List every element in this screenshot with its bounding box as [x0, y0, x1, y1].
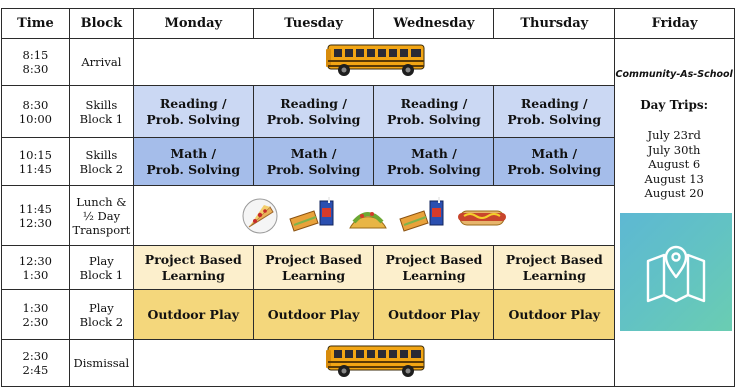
trip-date: July 30th: [647, 142, 701, 157]
header-thursday: Thursday: [494, 9, 615, 39]
trip-date: August 6: [648, 157, 701, 171]
sandwich-juice-icon: [398, 197, 448, 235]
time-end: 2:45: [22, 363, 49, 377]
time-start: 8:30: [22, 97, 49, 112]
time-start: 11:45: [18, 201, 53, 216]
trip-date: July 23rd: [647, 128, 701, 142]
time-end: 10:00: [18, 111, 53, 126]
arrival-cell: [133, 39, 614, 86]
block-label: Play: [88, 253, 114, 268]
pizza-slice-icon: [240, 197, 280, 235]
time-cell: [2, 39, 70, 86]
time-end: 11:45: [18, 161, 53, 176]
thursday-reading: Reading / Prob. Solving: [494, 86, 615, 138]
sandwich-juice-icon: [288, 197, 338, 235]
header-monday: Monday: [133, 9, 253, 39]
time-cell: [2, 290, 70, 340]
map-tile: [620, 213, 732, 331]
time-start: 12:30: [18, 253, 53, 268]
time-cell: [2, 86, 70, 138]
dismissal-cell: [133, 340, 614, 387]
header-block: Block: [69, 9, 133, 39]
friday-dates: [615, 128, 733, 201]
block-cell: [69, 138, 133, 186]
block-label: Skills: [85, 97, 118, 112]
block-label: Block 1: [79, 111, 124, 126]
block-label: Skills: [85, 147, 118, 162]
tuesday-reading: Reading / Prob. Solving: [253, 86, 374, 138]
map-pin-icon: [644, 239, 708, 305]
block-label: Transport: [72, 222, 131, 237]
block-label: Block 2: [79, 314, 124, 329]
thursday-outdoor: Outdoor Play: [494, 290, 615, 340]
time-end: 12:30: [18, 215, 53, 230]
block-cell: [69, 246, 133, 290]
tuesday-math: Math / Prob. Solving: [253, 138, 374, 186]
friday-subtitle: Day Trips:: [640, 98, 709, 112]
block-cell: [69, 290, 133, 340]
block-label: Block 2: [79, 161, 124, 176]
header-time: Time: [2, 9, 70, 39]
school-bus-icon: [322, 343, 426, 379]
time-start: 8:15: [22, 48, 49, 62]
time-start: 1:30: [22, 300, 49, 315]
thursday-project: Project Based Learning: [494, 246, 615, 290]
time-start: 2:30: [22, 349, 49, 363]
time-cell: [2, 138, 70, 186]
trip-date: August 13: [644, 171, 704, 186]
taco-icon: [346, 198, 390, 234]
hot-dog-icon: [456, 199, 508, 233]
time-end: 1:30: [22, 267, 49, 282]
tuesday-project: Project Based Learning: [253, 246, 374, 290]
time-cell: [2, 246, 70, 290]
block-label: ½ Day: [82, 208, 121, 223]
time-end: 8:30: [22, 62, 49, 76]
friday-title: Community-As-School: [615, 69, 733, 80]
monday-math: Math / Prob. Solving: [133, 138, 253, 186]
wednesday-math: Math / Prob. Solving: [374, 138, 494, 186]
monday-outdoor: Outdoor Play: [133, 290, 253, 340]
monday-project: Project Based Learning: [133, 246, 253, 290]
lunch-cell: [133, 186, 614, 246]
block-label: Lunch &: [76, 194, 127, 209]
trip-date: August 20: [644, 186, 704, 200]
header-friday: Friday: [615, 9, 735, 39]
time-cell: [2, 186, 70, 246]
wednesday-project: Project Based Learning: [374, 246, 494, 290]
wednesday-reading: Reading / Prob. Solving: [374, 86, 494, 138]
block-label: Arrival: [81, 55, 122, 69]
header-row: [2, 9, 735, 39]
block-cell: [69, 86, 133, 138]
block-cell: [69, 186, 133, 246]
schedule-table: [1, 8, 735, 387]
table-row: [2, 39, 735, 86]
time-end: 2:30: [22, 314, 49, 329]
block-label: Play: [88, 300, 114, 315]
block-label: Dismissal: [73, 356, 130, 370]
time-cell: [2, 340, 70, 387]
header-tuesday: Tuesday: [253, 9, 374, 39]
block-cell: [69, 340, 133, 387]
monday-reading: Reading / Prob. Solving: [133, 86, 253, 138]
tuesday-outdoor: Outdoor Play: [253, 290, 374, 340]
thursday-math: Math / Prob. Solving: [494, 138, 615, 186]
time-start: 10:15: [18, 147, 53, 162]
friday-column: [615, 39, 735, 387]
block-cell: [69, 39, 133, 86]
header-wednesday: Wednesday: [374, 9, 494, 39]
school-bus-icon: [322, 42, 426, 78]
wednesday-outdoor: Outdoor Play: [374, 290, 494, 340]
block-label: Block 1: [79, 267, 124, 282]
